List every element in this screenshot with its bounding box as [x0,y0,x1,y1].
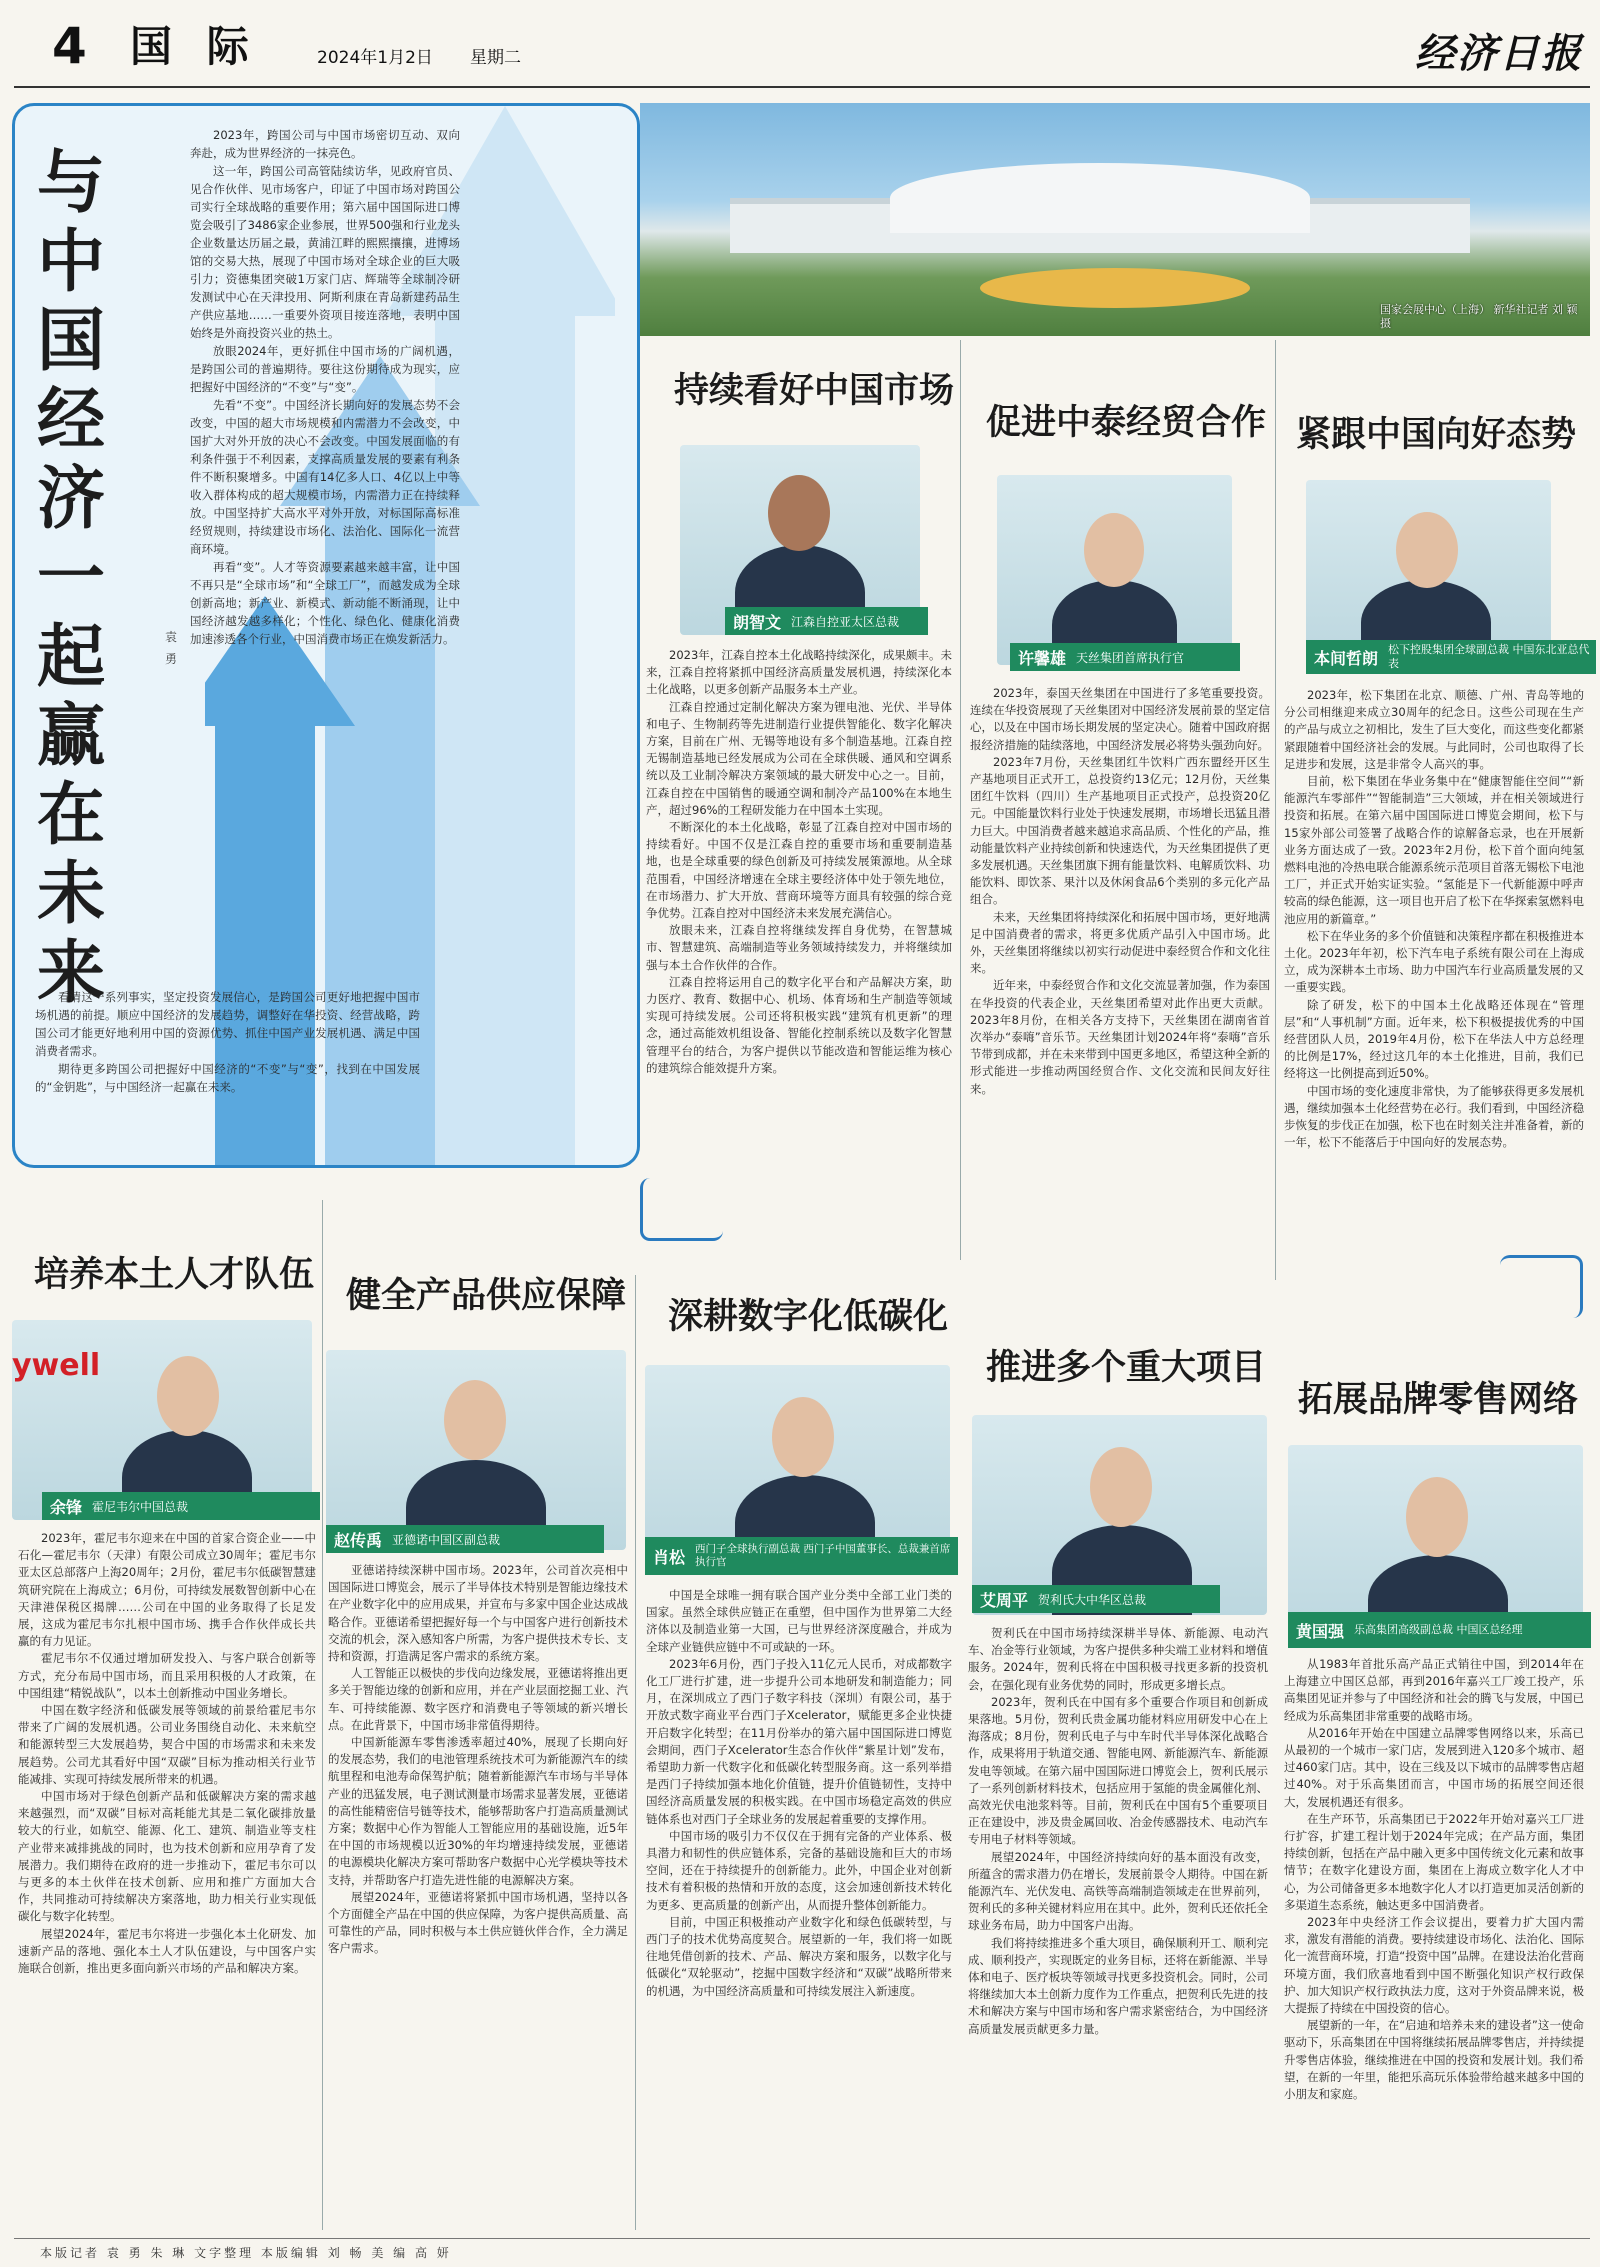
article-paragraph: 中国新能源车零售渗透率超过40%，展现了长期向好的发展态势，我们的电池管理系统技术可为新能源汽车的续航里程和电池寿命保驾护航；随着新能源汽车市场与半导体产业的迅猛发展，电子测试测量市场需求显著发展，亚德诺的高性能精密信号链等技术，能够帮助客户打造高质量测试方案；数据中心作为智能人工智能应用的基础设施，近5年在中国的市场规模以近30%的年均增速持续发展，亚德诺的电源模块化解决方案可帮助客户数据中心光学模块等技术支持，并帮助客户打造先进性能的电源解决方案。 [328,1735,628,1887]
article-paragraph: 2023年，江森自控本土化战略持续深化，成果颇丰。未来，江森自控将紧抓中国经济高质量发展机遇，持续深化本土化战略，以更多创新产品服务本土产业。 [646,648,952,697]
article-paragraph: 展望2024年，亚德诺将紧抓中国市场机遇，坚持以各个方面健全产品在中国的供应保障，为客户提供高质量、高可靠性的产品，同时积极与本土供应链伙伴合作，全力满足客户需求。 [328,1889,628,1956]
issue-date: 2024年1月2日 [317,48,433,68]
article-title: 培养本土人才队伍 [34,1255,315,1295]
lead-paragraph: 看清这一系列事实，坚定投资发展信心，是跨国公司更好地把握中国市场机遇的前提。顺应中国经济的发展趋势，调整好在华投资、经营战略，跨国公司才能更好地利用中国的资源优势、抓住中国产业发展机遇、满足中国消费者需求。 [35,990,420,1058]
article-paragraph: 从2016年开始在中国建立品牌零售网络以来，乐高已从最初的一个城市一家门店，发展到进入120多个城市、超过460家门店。其中，设在三线及以下城市的品牌零售店超过40%。对于乐高集团而言，中国市场的拓展空间还很大，发展机遇还有很多。 [1284,1725,1584,1809]
article-title: 推进多个重大项目 [986,1348,1267,1388]
article-paragraph: 2023年6月份，西门子投入11亿元人民币，对成都数字化工厂进行扩建，进一步提升公司本地研发和制造能力；同月，在深圳成立了西门子数字科技（深圳）有限公司，基于开放式数字商业平台西门子Xcelerator，赋能更多企业快捷开启数字化转型；在11月份举办的第六届中国国际进口博览会期间，西门子Xcelerator生态合作伙伴“紫星计划”发布，希望助力新一代数字化和低碳化转型服务商。这一系列举措是西门子持续加强本地化价值链，提升价值链韧性，支持中国经济高质量发展的积极实践。在中国市场稳定高效的供应链体系也对西门子全球业务的发展起着重要的支撑作用。 [646,1656,952,1826]
article-paragraph: 2023年，泰国天丝集团在中国进行了多笔重要投资。连续在华投资展现了天丝集团对中国经济发展前景的坚定信心，以及在中国市场长期发展的坚定决心。随着中国政府据报经济措施的陆续落地，中国经济发展必将势头强劲向好。 [970,686,1270,752]
person-role: 乐高集团高级副总裁 中国区总经理 [1354,1623,1523,1636]
masthead: 经济日报 [1415,30,1583,77]
lead-author: 袁 勇 [165,630,178,666]
person-name: 艾周平 [980,1590,1029,1610]
person-role: 天丝集团首席执行官 [1076,650,1185,665]
name-bar [725,607,928,635]
article-paragraph: 展望2024年，霍尼韦尔将进一步强化本土化研发、加速新产品的落地、强化本土人才队伍建设，与中国客户实施联合创新，推出更多面向新兴市场的产品和解决方案。 [18,1926,316,1976]
article-paragraph: 亚德诺持续深耕中国市场。2023年，公司首次亮相中国国际进口博览会，展示了半导体技术特别是智能边缘技术在产业数字化中的应用成果，并宣布与多家中国企业达成战略合作。亚德诺希望把握好每一个与中国客户进行创新技术交流的机会，深入感知客户所需，为客户提供技术专长、支持和资源，打造满足客户需求的系统方案。 [328,1563,628,1664]
person-role: 贺利氏大中华区总裁 [1038,1592,1147,1607]
expo-photo-caption: 国家会展中心（上海） 新华社记者 刘 颖摄 [1380,303,1578,330]
article-adi [326,1240,632,2235]
expo-center-photo [640,103,1590,336]
article-title: 促进中泰经贸合作 [986,403,1267,443]
lead-paragraph: 先看“不变”。中国经济长期向好的发展态势不会改变，中国的超大市场规模和内需潜力不会改变，中国扩大对外开放的决心不会改变。中国发展面临的有利条件强于不利因素，支撑高质量发展的要素有利条件不断积聚增多。中国有14亿多人口、4亿以上中等收入群体构成的超大规模市场，内需潜力正在持续释放。中国坚持扩大高水平对外开放，对标国际高标准经贸规则，持续建设市场化、法治化、国际化一流营商环境。 [190,398,460,556]
name-bar [42,1492,320,1520]
article-heraeus [962,1300,1274,2235]
company-logo-text: ywell [12,1348,101,1383]
article-honeywell [12,1225,320,2235]
article-panasonic [1278,345,1590,1305]
article-paragraph: 目前，中国正积极推动产业数字化和绿色低碳转型，与西门子的技术优势高度契合。展望新的一年，我们将一如既往地凭借创新的技术、产品、解决方案和服务，以数字化与低碳化“双轮驱动”，挖掘中国数字经济和“双碳”战略所带来的机遇，为中国经济高质量和可持续发展注入新速度。 [646,1914,952,1998]
article-title: 持续看好中国市场 [674,371,955,411]
article-lego [1278,1310,1590,2235]
portrait-face [1406,1477,1468,1557]
name-bar [1306,640,1596,674]
article-paragraph: 中国市场对于绿色创新产品和低碳解决方案的需求越来越强烈，而“双碳”目标对高耗能尤其是二氧化碳排放量较大的行业，如航空、能源、化工、建筑、制造业等支柱产业带来减排挑战的同时，也为技术创新和应用孕育了发展潜力。我们期待在政府的进一步推动下，霍尼韦尔可以与更多的本土伙伴在技术创新、应用和推广方面加大合作，共同推动可持续解决方案落地，助力相关行业实现低碳化与数字化转型。 [18,1789,316,1924]
column-rule [960,340,961,1260]
lead-paragraph: 期待更多跨国公司把握好中国经济的“不变”与“变”，找到在中国发展的“金钥匙”，与中国经济一起赢在未来。 [35,1062,420,1094]
lead-commentary [12,103,640,1168]
name-bar [326,1525,604,1553]
article-paragraph: 2023年，松下集团在北京、顺德、广州、青岛等地的分公司相继迎来成立30周年的纪念日。这些公司现在生产的产品与成立之初相比，发生了巨大变化，而这些变化都紧紧跟随着中国经济社会的发展。与此同时，公司也取得了长足进步和发展，这是非常令人高兴的事。 [1284,688,1584,771]
article-paragraph: 2023年7月份，天丝集团红牛饮料广西东盟经开区生产基地项目正式开工，总投资约13亿元；12月份，天丝集团红牛饮料（四川）生产基地项目正式投产，总投资20亿元。中国能量饮料行业处于快速发展期，市场增长迅猛且潜力巨大。中国消费者越来越追求高品质、个性化的产品，推动能量饮料产业持续创新和快速迭代，为天丝集团提供了更多发展机遇。天丝集团旗下拥有能量饮料、电解质饮料、功能饮料、即饮茶、果汁以及休闲食品6个类别的多元化产品组合。 [970,754,1270,907]
expo-roof-curve [890,163,1310,233]
person-role: 松下控股集团全球副总裁 中国东北亚总代表 [1388,643,1590,670]
person-role: 亚德诺中国区副总裁 [392,1532,501,1547]
article-body [970,685,1270,1255]
lead-paragraph: 放眼2024年，更好抓住中国市场的广阔机遇，是跨国公司的普遍期待。要往这份期待成为现实，应把握好中国经济的“不变”与“变”。 [190,344,460,394]
article-paragraph: 展望新的一年，在“启迪和培养未来的建设者”这一使命驱动下，乐高集团在中国将继续拓展品牌零售店，并持续提升零售店体验，继续推进在中国的投资和发展计划。我们希望，在新的一年里，能把乐高玩乐体验带给越来越多中国的小朋友和家庭。 [1284,2018,1584,2102]
article-paragraph: 展望2024年，中国经济持续向好的基本面没有改变，所蕴含的需求潜力仍在增长，发展前景令人期待。中国在新能源汽车、光伏发电、高铁等高端制造领域走在世界前列，贺利氏的多种关键材料应用在其中。此外，贺利氏还依托全球业务布局，助力中国客户出海。 [968,1849,1268,1933]
portrait-photo [645,1365,950,1565]
article-body [646,1587,952,2222]
name-bar [1010,643,1240,671]
article-paragraph: 未来，天丝集团将持续深化和拓展中国市场，更好地满足中国消费者的需求，将更多优质产品引入中国市场。此外，天丝集团将继续以初实行动促进中泰经贸合作和文化往来。 [970,909,1270,976]
lead-paragraph: 2023年，跨国公司与中国市场密切互动、双向奔赴，成为世界经济的一抹亮色。 [190,128,460,160]
person-name: 朗智文 [733,612,782,632]
article-paragraph: 中国是全球唯一拥有联合国产业分类中全部工业门类的国家。虽然全球供应链正在重塑，但中国作为世界第二大经济体以及制造业第一大国，已与世界经济深度融合，并成为全球产业链供应链中不可或缺的一环。 [646,1588,952,1654]
person-name: 赵传禹 [334,1530,383,1550]
article-paragraph: 不断深化的本土化战略，彰显了江森自控对中国市场的持续看好。中国不仅是江森自控的重要市场和重要制造基地，也是全球重要的绿色创新及可持续发展策源地。从全球范围看，中国经济增速在全球主要经济体中处于领先地位，在市场潜力、扩大开放、营商环境等方面具有较强的综合竞争优势。江森自控对中国经济未来发展充满信心。 [646,820,952,921]
article-paragraph: 中国市场的变化速度非常快，为了能够获得更多发展机遇，继续加强本土化经营势在必行。我们看到，中国经济稳步恢复的步伐正在加强，松下也在时刻关注并准备着，新的一年，松下不能落后于中国向好的发展态势。 [1284,1083,1584,1150]
article-paragraph: 霍尼韦尔不仅通过增加研发投入、与客户联合创新等方式，充分布局中国市场，而且采用积极的人才政策，在中国组建“精锐战队”，以本土创新推动中国业务增长。 [18,1651,316,1700]
lead-paragraph: 这一年，跨国公司高管陆续访华，见政府官员、见合作伙伴、见市场客户，印证了中国市场对跨国公司实行全球战略的重要作用；第六届中国国际进口博览会吸引了3486家企业参展，世界500强和行业龙头企业数量达历届之最，黄浦江畔的熙熙攘攘，进博场馆的交易大热，展现了中国市场对全球企业的巨大吸引力；资德集团突破1万家门店、辉瑞等全球制冷研发测试中心在天津投用、阿斯利康在青岛新建药品生产供应基地……一重要外资项目接连落地，表明中国始终是外商投资兴业的热土。 [190,164,460,340]
lead-headline: 与中国经济一起赢在未来 [37,144,106,1013]
person-role: 江森自控亚太区总裁 [791,614,900,629]
lead-body-lower [35,988,420,1138]
portrait-face [1090,1447,1152,1527]
article-paragraph: 在生产环节，乐高集团已于2022年开始对嘉兴工厂进行扩容，扩建工程计划于2024年完成；在产品方面，集团持续创新，包括在产品中融入更多中国传统文化元素和故事情节；在数字化建设方面，集团在上海成立数字化人才中心，为公司储备更多本地数字化人才以打造更加灵活创新的多渠道生态系统，触达更多中国消费者。 [1284,1811,1584,1912]
article-title: 拓展品牌零售网络 [1298,1380,1579,1420]
article-body [328,1562,628,2222]
article-title: 深耕数字化低碳化 [668,1297,949,1337]
article-title: 紧跟中国向好态势 [1296,415,1577,455]
person-name: 肖松 [653,1547,686,1567]
article-paragraph: 2023年，贺利氏在中国有多个重要合作项目和创新成果落地。5月份，贺利氏贵金属功能材料应用研发中心在上海落成；8月份，贺利氏电子与中车时代半导体深化战略合作，成果将用于轨道交通、智能电网、新能源汽车、新能源发电等领域。在第六届中国国际进口博览会上，贺利氏展示了一系列创新材料技术，包括应用于氢能的贵金属催化剂、高效光伏电池浆料等。目前，贺利氏在中国有5个重要项目正在建设中，涉及贵金属回收、冶金传感器技术、电动汽车专用电子材料等领域。 [968,1694,1268,1847]
portrait-face [444,1380,506,1460]
person-role: 霍尼韦尔中国总裁 [92,1499,189,1514]
article-paragraph: 2023年，霍尼韦尔迎来在中国的首家合资企业——中石化—霍尼韦尔（天津）有限公司成立30周年；霍尼韦尔亚太区总部落户上海20周年；2月份，霍尼韦尔低碳智慧建筑研究院在上海成立；6月份，可持续发展数智创新中心在天津港保税区揭牌……公司在中国的业务取得了长足发展，这成为霍尼韦尔扎根中国市场、携手合作伙伴成长共赢的有力见证。 [18,1531,316,1649]
name-bar [645,1537,958,1575]
article-paragraph: 2023年中央经济工作会议提出，要着力扩大国内需求，激发有潜能的消费。要持续建设市场化、法治化、国际化一流营商环境，打造“投资中国”品牌。在建设法治化营商环境方面，我们欣喜地看到中国不断强化知识产权行政保护、加大知识产权行政执法力度，这对于外资品牌来说，极大提振了持续在中国投资的信心。 [1284,1915,1584,2016]
article-paragraph: 从1983年首批乐高产品正式销往中国，到2014年在上海建立中国区总部，再到2016年嘉兴工厂竣工投产，乐高集团见证并参与了中国经济和社会的腾飞与发展，中国已经成为乐高集团非常重要的战略市场。 [1284,1657,1584,1723]
article-paragraph: 中国在数字经济和低碳发展等领域的前景给霍尼韦尔带来了广阔的发展机遇。公司业务围绕自动化、未来航空和能源转型三大发展趋势，契合中国的市场需求和未来发展趋势。公司尤其看好中国“双碳”目标为推动相关行业节能减排、实现可持续发展所带来的机遇。 [18,1703,316,1786]
portrait-face [768,475,830,551]
lead-body-upper [190,126,460,936]
flower-bed [980,268,1250,308]
footer-rule [14,2238,1590,2239]
portrait-photo [12,1320,312,1520]
article-paragraph: 除了研发，松下的中国本土化战略还体现在“管理层”和“人事机制”方面。近年来，松下积极提拔优秀的中国经营团队人员，2019年4月份，松下在华法人中方总经理的比例是17%，经过这几年的本土化推进，目前，我们已经将这一比例提高到近50%。 [1284,997,1584,1081]
column-rule [322,1200,323,2230]
page-header [0,0,1600,92]
person-name: 黄国强 [1296,1621,1345,1641]
article-title: 健全产品供应保障 [346,1276,627,1316]
article-body [968,1625,1268,2225]
article-johnson-controls [640,345,958,1275]
page-number: 4 [52,17,87,75]
article-siemens [640,1275,958,2235]
decorative-corner [640,1178,723,1241]
article-paragraph: 贺利氏在中国市场持续深耕半导体、新能源、电动汽车、冶金等行业领域，为客户提供多种尖端工业材料和增值服务。2024年，贺利氏将在中国积极寻找更多新的投资机会，在强化现有业务优势的同时，形成更多增长点。 [968,1626,1268,1692]
person-role: 西门子全球执行副总裁 西门子中国董事长、总裁兼首席执行官 [695,1543,951,1568]
portrait-photo [997,475,1232,665]
portrait-face [1396,512,1458,588]
article-paragraph: 放眼未来，江森自控将继续发挥自身优势，在智慧城市、智慧建筑、高端制造等业务领域持续发力，并将继续加强与本土合作伙伴的合作。 [646,923,952,972]
name-bar [972,1585,1220,1613]
portrait-photo [326,1350,626,1550]
name-bar [1288,1612,1591,1648]
portrait-face [1084,513,1144,587]
footer-credits: 本版记者 袁 勇 朱 琳 文字整理 本版编辑 刘 畅 美 编 高 妍 [40,2246,452,2260]
article-body [1284,1656,1584,2226]
article-paragraph: 江森自控通过定制化解决方案为锂电池、光伏、半导体和电子、生物制药等先进制造行业提供智能化、数字化解决方案，目前在广州、无锡等地设有多个制造基地。江森自控无锡制造基地已经发展成为公司在全球供暖、通风和空调系统以及工业制冷解决方案领域的最大研发中心之一。目前，江森自控在中国销售的暖通空调和制冷产品100%在本地生产，超过96%的工程研发能力在中国本土实现。 [646,699,952,817]
person-name: 余锋 [50,1497,83,1517]
portrait-photo [1306,480,1551,660]
section-name: 国 际 [130,22,259,71]
article-paragraph: 目前，松下集团在华业务集中在“健康智能住空间”“新能源汽车零部件”“智能制造”三大领域，并在相关领域进行投资和拓展。在第六届中国国际进口博览会期间，松下与15家外部公司签署了战略合作的谅解备忘录，也在开展新业务方面达成了一致。2023年2月份，松下首个面向纯氢燃料电池的冷热电联合能源系统示范项目首落无锡松下电池工厂，并正式开始实证实验。“氢能是下一代新能源中呼声较高的绿色能源，这一项目也开启了松下在华探索氢燃料电池应用的新篇章。” [1284,774,1584,926]
person-name: 许馨雄 [1018,648,1067,668]
header-rule [14,86,1590,88]
article-body [1284,687,1584,1267]
person-name: 本间哲朗 [1314,648,1379,668]
column-rule [1275,340,1276,1280]
article-body [646,647,952,1242]
article-tcp-group [962,345,1274,1275]
article-body [18,1530,316,2210]
portrait-photo [1288,1445,1583,1640]
article-paragraph: 中国市场的吸引力不仅仅在于拥有完备的产业体系、极具潜力和韧性的供应链体系，完备的基础设施和巨大的市场空间，还在于持续提升的创新能力。此外，中国企业对创新技术有着积极的热情和开放的态度，这会加速创新技术转化为更多、更高质量的创新产出，从而提升整体创新能力。 [646,1828,952,1912]
article-paragraph: 松下在华业务的多个价值链和决策程序都在积极推进本土化。2023年年初，松下汽车电子系统有限公司在上海成立，成为深耕本土市场、助力中国汽车行业高质量发展的又一重要实践。 [1284,928,1584,995]
article-paragraph: 我们将持续推进多个重大项目，确保顺利开工、顺利完成、顺利投产，实现既定的业务目标，还将在新能源、半导体和电子、医疗板块等领域寻找更多投资机会。同时，公司将继续加大本土创新力度作为工作重点，把贺利氏先进的技术和解决方案与中国市场和客户需求紧密结合，为中国经济高质量发展贡献更多力量。 [968,1935,1268,2036]
portrait-face [157,1356,219,1436]
article-paragraph: 江森自控将运用自己的数字化平台和产品解决方案，助力医疗、教育、数据中心、机场、体育场和生产制造等领域实现可持续发展。公司还将积极实践“建筑有机更新”的理念，通过高能效机组设备、智能化控制系统以及数字化智慧管理平台的结合，为客户提供以节能改造和智能运维为核心的建筑综合能效提升方案。 [646,974,952,1075]
column-rule [635,1275,636,2230]
lead-paragraph: 再看“变”。人才等资源要素越来越丰富，让中国不再只是“全球市场”和“全球工厂”，而越发成为全球创新高地；新产业、新模式、新动能不断涌现，让中国经济越发越多样化；个性化、绿色化、健康化消费加速渗透各个行业，中国消费市场正在焕发新活力。 [190,560,460,646]
portrait-face [772,1397,834,1477]
decorative-corner [1500,1255,1583,1318]
article-paragraph: 近年来，中泰经贸合作和文化交流显著加强，作为泰国在华投资的代表企业，天丝集团希望对此作出更大贡献。2023年8月份，在相关各方支持下，天丝集团在湖南省首次举办“泰嗨”音乐节。天丝集团计划2024年将“泰嗨”音乐节带到成都，并在未来带到中国更多地区，希望这种全新的形式能进一步推动两国经贸合作、文化交流和民间友好往来。 [970,978,1270,1096]
article-paragraph: 人工智能正以极快的步伐向边缘发展，亚德诺将推出更多关于智能边缘的创新和应用，并在产业层面挖掘工业、汽车、可持续能源、数字医疗和消费电子等领域的新兴增长点。在此背景下，中国市场非常值得期待。 [328,1666,628,1732]
issue-weekday: 星期二 [470,48,521,68]
